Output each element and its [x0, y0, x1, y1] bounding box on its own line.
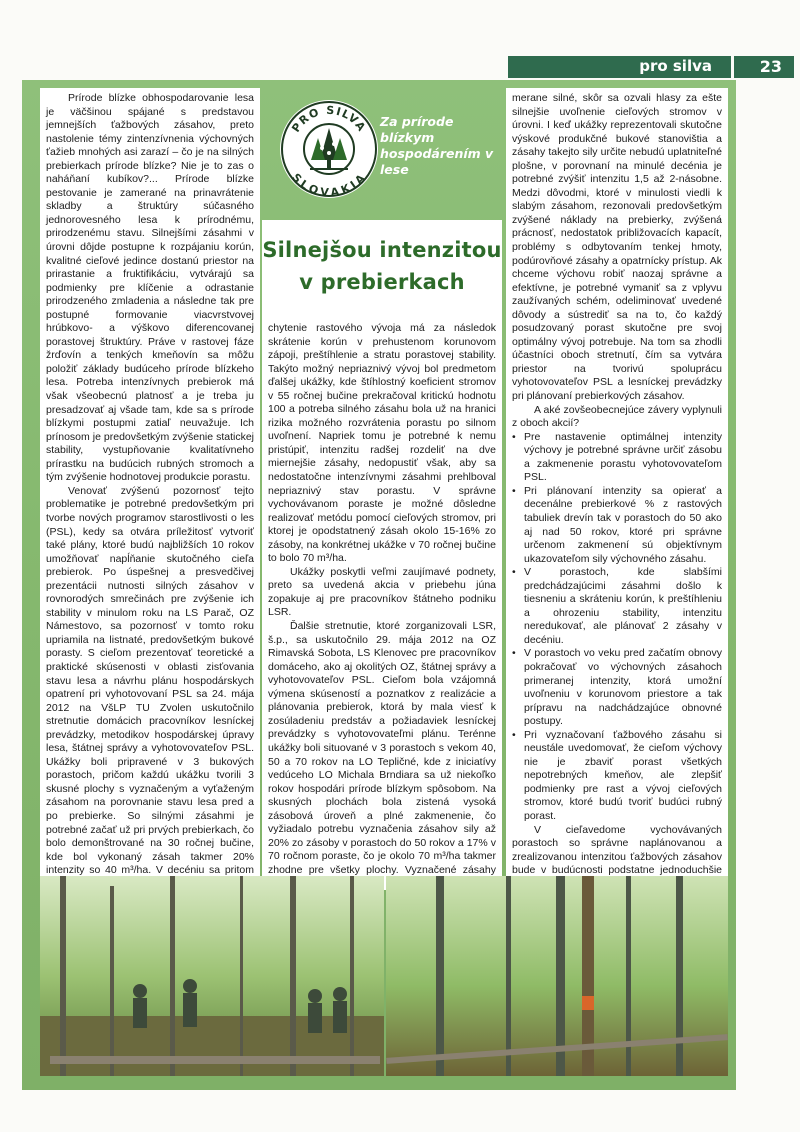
conclusions-list	[512, 431, 722, 824]
paragraph: V cieľavedome vychovávaných porastoch so správne naplánovanou a zrealizovanou intenzitou ťažbových zásahov bude v budúcnosti podstatne jednoduchšie	[512, 823, 722, 877]
text-column-2	[262, 318, 502, 890]
list-item: • V porastoch, kde slabšími predchádzajúcimi zásahmi došlo k tiesneniu a skráteniu korún, k preštíhleniu a ohrozeniu stability, intenzitu neredukovať, ale plánovať 2 zásahy v decéniu.	[512, 566, 722, 647]
paragraph: merane silné, skôr sa ozvali hlasy za ešte silnejšie uvoľnenie cieľových stromov v úrovni. I keď ukážky reprezentovali skutočne výskové produkčné bukové stanovištia a zásahy takejto sily určite nebudú uplatniteľné plošne, v porovnaní na minulé decénia je potrebné zvýšiť intenzitu 1,5 až 2-násobne. Medzi dôvodmi, ktoré v minulosti viedli k slabým zásahom, rezonovali predovšetkým zvýšené náklady na prebierky, zvýšená prácnosť, nedostatok približovacích kapacít, problémy s odbytovaním tenkej hmoty, podúrovňové zásahy a opatrnícky prístup. Ak chceme výchovu robiť naozaj správne a efektívne, je potrebné vymaniť sa z vplyvu zaužívaných schém, odeliminovať uvedené dôvody a sústrediť sa na to, čo každý posudzovaný porast skutočne pre svoj optimálny vývoj potrebuje. Na tom sa zhodli účastníci oboch stretnutí, čím sa vytvára priestor na tvorivú spoluprácu vyhotovovateľov PSL a lesníckej prevádzky pri plánovaní prebierkových zásahov.	[512, 92, 722, 403]
list-item: • Pre nastavenie optimálnej intenzity výchovy je potrebné správne určiť zásobu a zakmenenie porastu vyhotovovateľom PSL.	[512, 431, 722, 485]
page-header-bar	[508, 56, 794, 78]
article-title	[262, 220, 502, 298]
paragraph: A aké zovšeobecnejúce závery vyplynuli z oboch akcií?	[512, 403, 722, 430]
forest-photo-group	[40, 876, 384, 1076]
logo-area	[262, 88, 502, 220]
pro-silva-slovakia-logo	[278, 98, 380, 200]
motto: Za prírode blízkym hospodárením v lese	[380, 114, 494, 177]
paragraph: Ukážky poskytli veľmi zaujímavé podnety, preto sa uvedená akcia v priebehu júna zopakuje aj pre pracovníkov štátneho podniku LSR.	[268, 565, 496, 619]
paragraph: Venovať zvýšenú pozornosť tejto problematike je potrebné predovšetkým pri tvorbe nových programov starostlivosti o les (PSL), kedy sa otvára príležitosť vytvoriť také plány, ktoré budú najbližších 10 rokov umožňovať napĺňanie skutočného cieľa prebierok. Po úspešnej a presvedčivej prezentácii nutnosti silných zásahov v rovnorodých smrečinách pre zvýšenie ich stability v minulom roku na LS Parač, OZ Námestovo, sa pozornosť v tomto roku upriamila na listnaté, predovšetkým bukové porasty. S cieľom prezentovať teoretické a praktické skúsenosti v oblasti zisťovania stavu lesa a návrhu plánu hospodárskych opatrení pri vyhotovovaní PSL sa 24. mája 2012 na VšLP TU Zvolen uskutočnilo stretnutie domácich pracovníkov lesníckej prevádzky, metodikov hospodárskej úpravy lesa, štátnej správy a vyhotovovateľov PSL. Ukážky boli pripravené v 3 bukových porastoch, pričom každú ukážku tvorili 3 skusné plochy s vyznačeným a vyťaženým zásahom na porovnanie stavu lesa pred a po prebierke. So silnými zásahmi je potrebné začať už pri prvých prebierkach, čo bolo demonštrované na 30 ročnej bučine, kde bol vykonaný zásah takmer 20% intenzity so 40 m³/ha. V decéniu sa pritom	[46, 484, 254, 877]
title-line-1: Silnejšou intenzitou	[262, 238, 502, 262]
paragraph: Prírode blízke obhospodarovanie lesa je väčšinou spájané s predstavou jemnejších ťažbových zásahov, preto nastolenie témy zintenzívnenia výchovných ťažieb mnohých asi zarazí – čo je na silných prebierkach prírode blízke? Nie je to zas o naháňaní kubíkov?... Prírode blízke pestovanie je zamerané na prinavrátenie skladby a štruktúry súčasného jednorovesného lesa k prírodnému, prirodzenému stavu. Silnejšími zásahmi v úrovni dôjde postupne k rozpájaniu korún, kvalitné cieľové jedince dostanú priestor na prirastanie a fruktifikáciu, vytvárajú sa podmienky pre klíčenie a odrastanie prirodzeného zmladenia a následne tak pre postupné formovanie viacvrstvovej hrúbkovo- a výškovo diferencovanej porastovej štruktúry. Práve v rastovej fáze žrďovín a tenkých kmeňovín sa môžu položiť základy budúceho prírode blízkeho lesa. Potreba intenzívnych prebierok má však všeobecnú platnosť a je treba ju presadzovať aj všade tam, kde sa s prírode blízkymi postupmi zatiaľ neuvažuje. Ich prínosom je predovšetkým zvýšenie statickej stability, vystupňovanie kvalitatívneho prírastku na budúcich rubných stromoch a tým zvýšenie hodnotovej produkcie porastu.	[46, 92, 254, 484]
paragraph: chytenie rastového vývoja má za následok skrátenie korún v prehustenom korunovom zápoji, preštíhlenie a stratu porastovej stability. Takýto možný nepriaznivý vývoj bol predmetom ďalšej ukážky, kde štíhlostný koeficient stromov v 55 ročnej bučine prekračoval kritickú hodnotu 100 a potreba silného zásahu bola už na hranici rizika možného rozvrátenia porastu po silnom uvoľnení. Napriek tomu je potrebné k nemu pristúpiť, intenzitu radšej rozdeliť na dve miernejšie zásahy, nedopustiť však, aby sa nedostatočne intenzívnymi zásahmi prehlboval nepriaznivý stav porastu. V správne vychovávanom poraste je možné dôsledne realizovať metódu pomocí cieľových stromov, pri ktorej je opodstatnený zásah okolo 15-16% zo zásoby, na konkrétnej ukážke v 70 ročnej bučine to bolo 70 m³/ha.	[268, 322, 496, 565]
paragraph: Ďalšie stretnutie, ktoré zorganizovali LSR, š.p., sa uskutočnilo 29. mája 2012 na OZ Rimavská Sobota, LS Klenovec pre pracovníkov domáceho, ako aj okolitých OZ, štátnej správy a vyhotovovateľov PSL. Cieľom bola vzájomná výmena skúseností a poznatkov z realizácie a plánovania prebierok, ktorá by mala viesť k zosúladeniu predstáv a požiadaviek lesníckej prevádzky s vyhotovovateľmi plánu. Terénne ukážky boli situované v 3 porastoch s vekom 40, 50 a 70 rokov na LO Tepličné, kde z iniciatívy vedúceho LO Michala Brndiara sa už niekoľko rokov hospodári prírode blízkym spôsobom. Na skusných plochách bola zistená vysoká zásobová úroveň a plné zakmenenie, čo vyžiadalo potrebu vyznačenia zásahov sily až 20% zo zásoby v porastoch do 50 rokov a 17% v 70 ročnom poraste, čo je okolo 70 m³/ha takmer zhodne pre všetky plochy. Vyznačené zásahy	[268, 620, 496, 876]
list-item: • Pri plánovaní intenzity sa opierať a decenálne prebierkové % z rastových tabuliek drevín tak v porastoch do 50 ako aj nad 50 rokov, ktoré pri správne určenom zakmenení sú objektívnym ukazovateľom sily výchovného zásahu.	[512, 485, 722, 566]
svg-text:PRO SILVA: PRO SILVA	[289, 103, 369, 135]
list-item: • Pri vyznačovaní ťažbového zásahu si neustále uvedomovať, že cieľom výchovy nie je zbaviť porast všetkých nepotrebných kmeňov, ale zlepšiť podmienky pre rast a vývoj cieľových stromov, ktoré budú tvoriť budúci rubný porast.	[512, 729, 722, 824]
header-separator	[731, 56, 734, 78]
svg-text:SLOVAKIA: SLOVAKIA	[289, 170, 369, 200]
list-item: • V porastoch vo veku pred začatím obnovy pokračovať vo výchovných zásahoch primeranej intenzity, ktorá umožní uvoľneniu v korunovom priestore a tak prípravu na nadchádzajúce obnovné postupy.	[512, 647, 722, 728]
title-line-2: v prebierkach	[299, 270, 465, 294]
header-brand: pro silva	[639, 57, 712, 75]
page-number: 23	[759, 57, 782, 76]
text-column-1	[40, 88, 260, 888]
text-column-3	[506, 88, 728, 888]
title-box	[262, 220, 502, 318]
forest-photo-trees	[386, 876, 728, 1076]
